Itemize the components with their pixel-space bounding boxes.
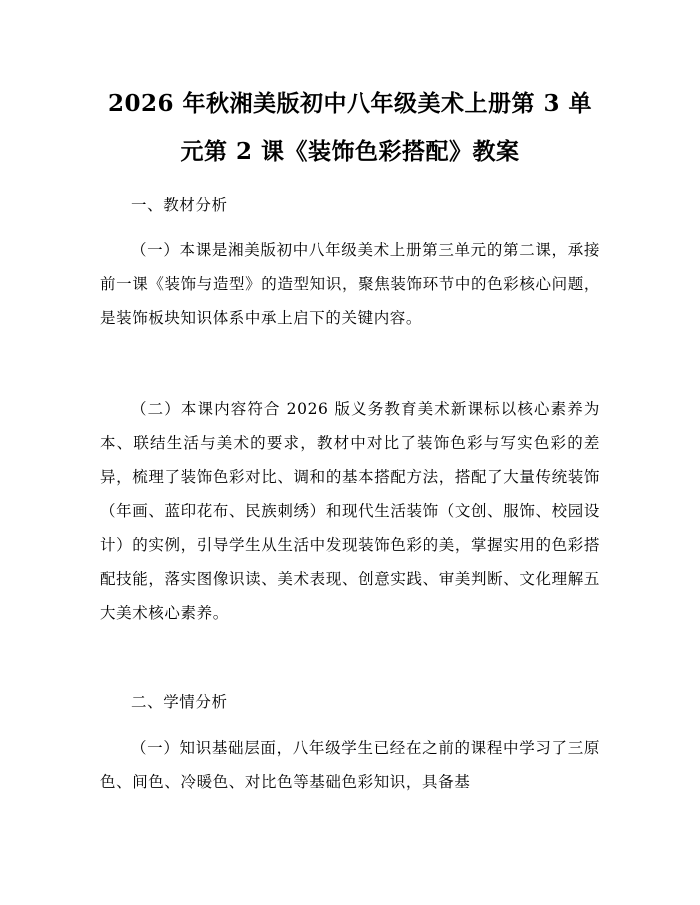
title-line-2: 元第 2 课《装饰色彩搭配》教案 [180, 138, 520, 165]
section1-paragraph-2: （二）本课内容符合 2026 版义务教育美术新课标以核心素养为本、联结生活与美术的要求，教材中对比了装饰色彩与写实色彩的差异，梳理了装饰色彩对比、调和的基本搭配方法，搭配了大量传统装饰（年画、蓝印花布、民族刺绣）和现代生活装饰（文创、服饰、校园设计）的实例，引导学生从生活中发现装饰色彩的美，掌握实用的色彩搭配技能，落实图像识读、美术表现、创意实践、审美判断、文化理解五大美术核心素养。 [100, 400, 600, 622]
section1-paragraph-1: （一）本课是湘美版初中八年级美术上册第三单元的第二课，承接前一课《装饰与造型》的造型知识，聚焦装饰环节中的色彩核心问题，是装饰板块知识体系中承上启下的关键内容。 [100, 241, 600, 327]
section2-paragraph-1: （一）知识基础层面，八年级学生已经在之前的课程中学习了三原色、间色、冷暖色、对比色等基础色彩知识，具备基 [100, 739, 600, 791]
section-heading-2: 二、学情分析 [131, 693, 228, 711]
document-title [100, 80, 600, 176]
section-heading-1: 一、教材分析 [131, 196, 228, 214]
title-line-1: 2026 年秋湘美版初中八年级美术上册第 3 单 [107, 90, 593, 117]
